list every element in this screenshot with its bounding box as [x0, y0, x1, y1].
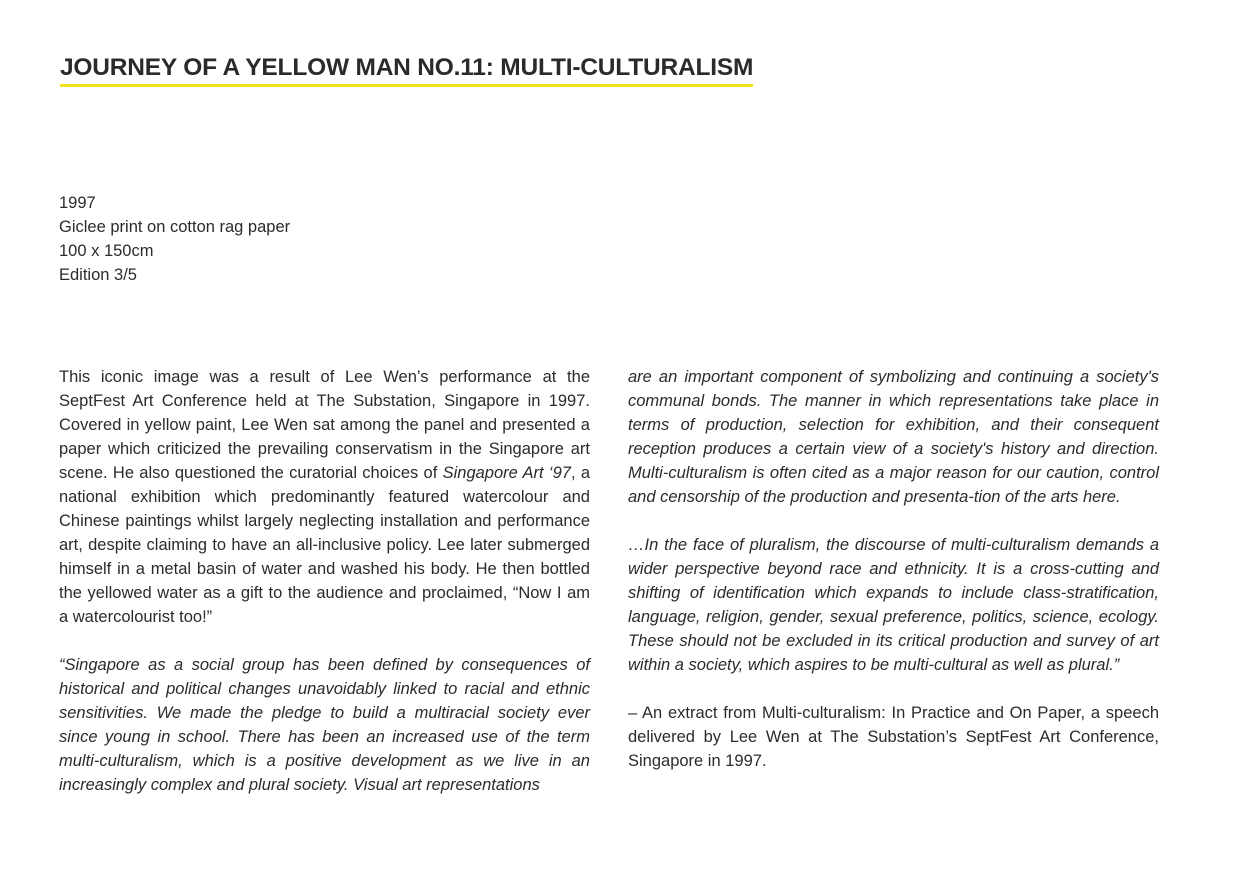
- quote-paragraph-1: “Singapore as a social group has been defined by consequences of historical and political changes unavoidably linked to racial and ethnic sensitivities. We made the pledge to build a multiracial society ever since young in school. There has been an increased use of the term multi-culturalism, which is a positive development as we live in an increasingly complex and plural society. Visual art representations: [59, 656, 590, 794]
- exhibition-title: Singapore Art ‘97: [442, 464, 571, 482]
- quote-paragraph-2: are an important component of symbolizing and continuing a society's communal bonds. The manner in which representations take place in terms of production, selection for exhibition, and their consequent reception produces a certain view of a society's history and direction. Multi-culturalism is often cited as a major reason for our caution, control and censorship of the production and presenta-tion of the arts here.: [628, 368, 1159, 506]
- artwork-year: 1997: [59, 194, 96, 212]
- quote-paragraph-3: …In the face of pluralism, the discourse of multi-culturalism demands a wider perspective beyond race and ethnicity. It is a cross-cutting and shifting of identification which expands to include class-stratification, language, religion, gender, sexual preference, politics, science, ecology. These should not be excluded in its critical production and survey of art within a society, which aspires to be multi-cultural as well as plural.”: [628, 536, 1159, 674]
- source-attribution: – An extract from Multi-culturalism: In Practice and On Paper, a speech delivered by Lee Wen at The Substation’s SeptFest Art Conference, Singapore in 1997.: [628, 704, 1159, 770]
- artwork-edition: Edition 3/5: [59, 266, 137, 284]
- description-paragraph: [59, 365, 590, 629]
- left-text-column: [59, 365, 590, 821]
- artwork-dimensions: 100 x 150cm: [59, 242, 154, 260]
- artwork-details: [59, 191, 290, 287]
- description-text-1: This iconic image was a result of Lee Wen’s performance at the SeptFest Art Conference held at The Substation, Singapore in 1997. Covered in yellow paint, Lee Wen sat among the panel and presented a paper which criticized the prevailing conservatism in the Singapore art scene. He also questioned the curatorial choices of: [59, 368, 590, 482]
- description-text-2: , a national exhibition which predominantly featured watercolour and Chinese paintings whilst largely neglecting installation and performance art, despite claiming to have an all-inclusive policy. Lee later submerged himself in a metal basin of water and washed his body. He then bottled the yellowed water as a gift to the audience and proclaimed, “Now I am a watercolourist too!”: [59, 464, 590, 626]
- page-title: JOURNEY OF A YELLOW MAN NO.11: MULTI-CULTURALISM: [60, 52, 753, 87]
- artwork-medium: Giclee print on cotton rag paper: [59, 218, 291, 236]
- right-text-column: [628, 365, 1159, 797]
